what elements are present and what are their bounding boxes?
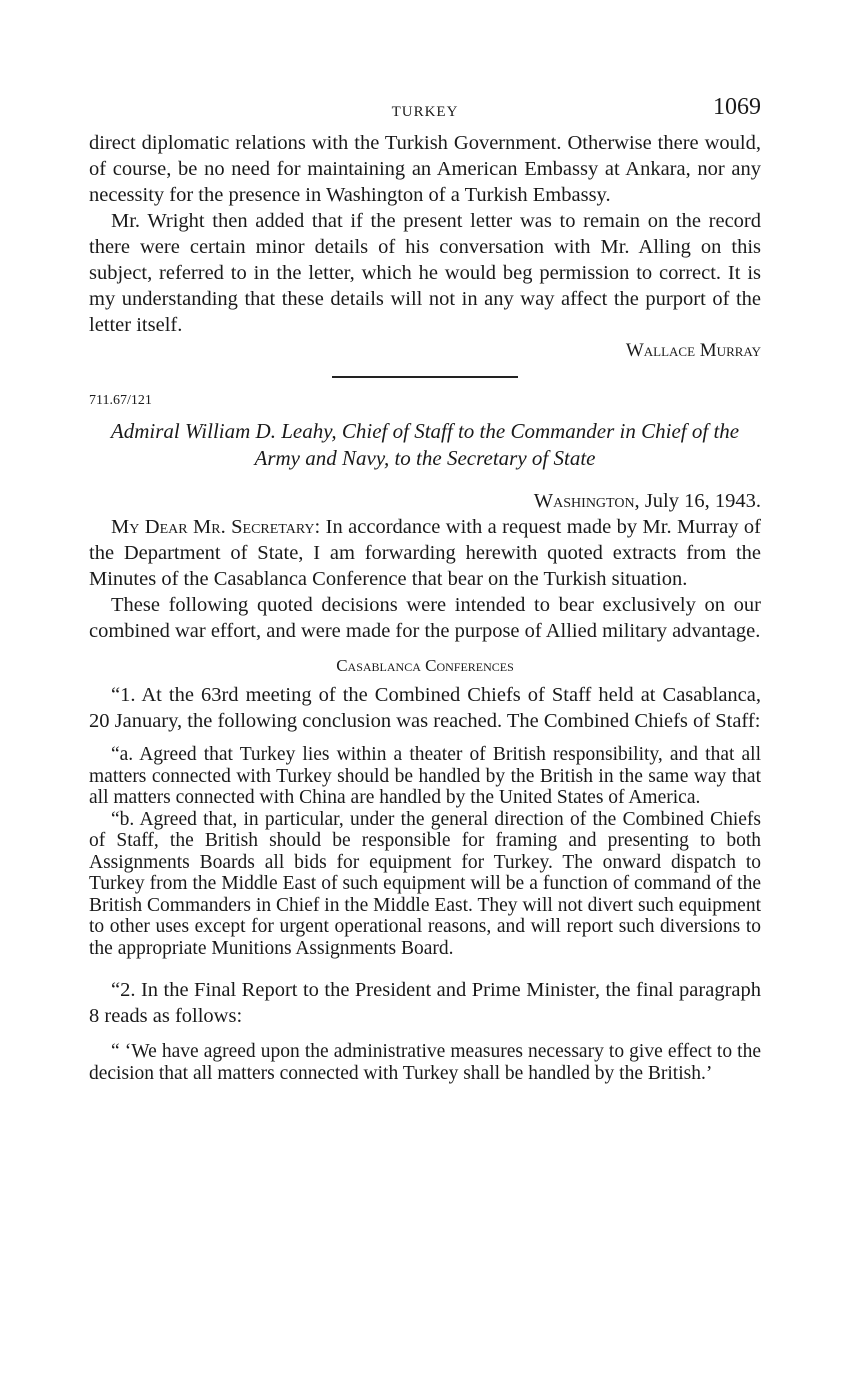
quote-a: “a. Agreed that Turkey lies within a theater of British responsibility, and that all matters connected with Turkey should be handled by the British in the same way that all matters connected with China are handled by the United States of America. xyxy=(89,744,761,808)
document-title: Admiral William D. Leahy, Chief of Staff to the Commander in Chief of the Army and Navy, to the Secretary of State xyxy=(110,419,740,470)
section-heading: Casablanca Conferences xyxy=(336,656,514,675)
paragraph-request: In accordance with a request made by Mr. Murray of the Department of State, I am forwarding herewith quoted extracts from the Minutes of the Casablanca Conference that bear on the Turkish situation. xyxy=(89,516,761,590)
running-header xyxy=(89,90,761,130)
section-divider xyxy=(332,376,518,378)
quote-b: “b. Agreed that, in particular, under the general direction of the Combined Chiefs of Staff, the British should be responsible for framing and presenting to both Assignments Boards all bids for equipment for Turkey. The onward dispatch to Turkey from the Middle East of such equipment will be a function of command of the British Commanders in Chief in the Middle East. They will not divert such equipment to other uses except for urgent operational reasons, and will report such diversions to the appropriate Munitions Assignments Board. xyxy=(89,808,761,959)
file-number: 711.67/121 xyxy=(89,393,152,408)
paragraph-final-report: “2. In the Final Report to the President and Prime Minister, the final paragraph 8 reads as follows: xyxy=(89,979,761,1027)
running-title: TURKEY xyxy=(391,104,459,120)
paragraph-meeting: “1. At the 63rd meeting of the Combined Chiefs of Staff held at Casablanca, 20 January, the following conclusion was reached. The Combined Chiefs of Staff: xyxy=(89,684,761,732)
paragraph-salutation xyxy=(89,514,761,592)
page-number: 1069 xyxy=(713,94,761,120)
dateline-date: July 16, 1943. xyxy=(644,490,761,512)
quote-c: “ ‘We have agreed upon the administrative measures necessary to give effect to the decision that all matters connected with Turkey shall be handled by the British.’ xyxy=(89,1041,761,1084)
dateline-place: Washington, xyxy=(533,490,640,512)
dateline xyxy=(89,488,761,514)
signature-murray: Wallace Murray xyxy=(625,340,761,361)
document-page xyxy=(89,90,761,1084)
salutation: My Dear Mr. Secretary: xyxy=(111,516,321,538)
paragraph-decisions: These following quoted decisions were intended to bear exclusively on our combined war effort, and were made for the purpose of Allied military advantage. xyxy=(89,594,761,642)
paragraph-continued: direct diplomatic relations with the Turkish Government. Otherwise there would, of course, be no need for maintaining an American Embassy at Ankara, nor any necessity for the presence in Washington of a Turkish Embassy. xyxy=(89,132,761,206)
paragraph-wright: Mr. Wright then added that if the present letter was to remain on the record there were certain minor details of his conversation with Mr. Alling on this subject, referred to in the letter, which he would beg permission to correct. It is my understanding that these details will not in any way affect the purport of the letter itself. xyxy=(89,210,761,336)
